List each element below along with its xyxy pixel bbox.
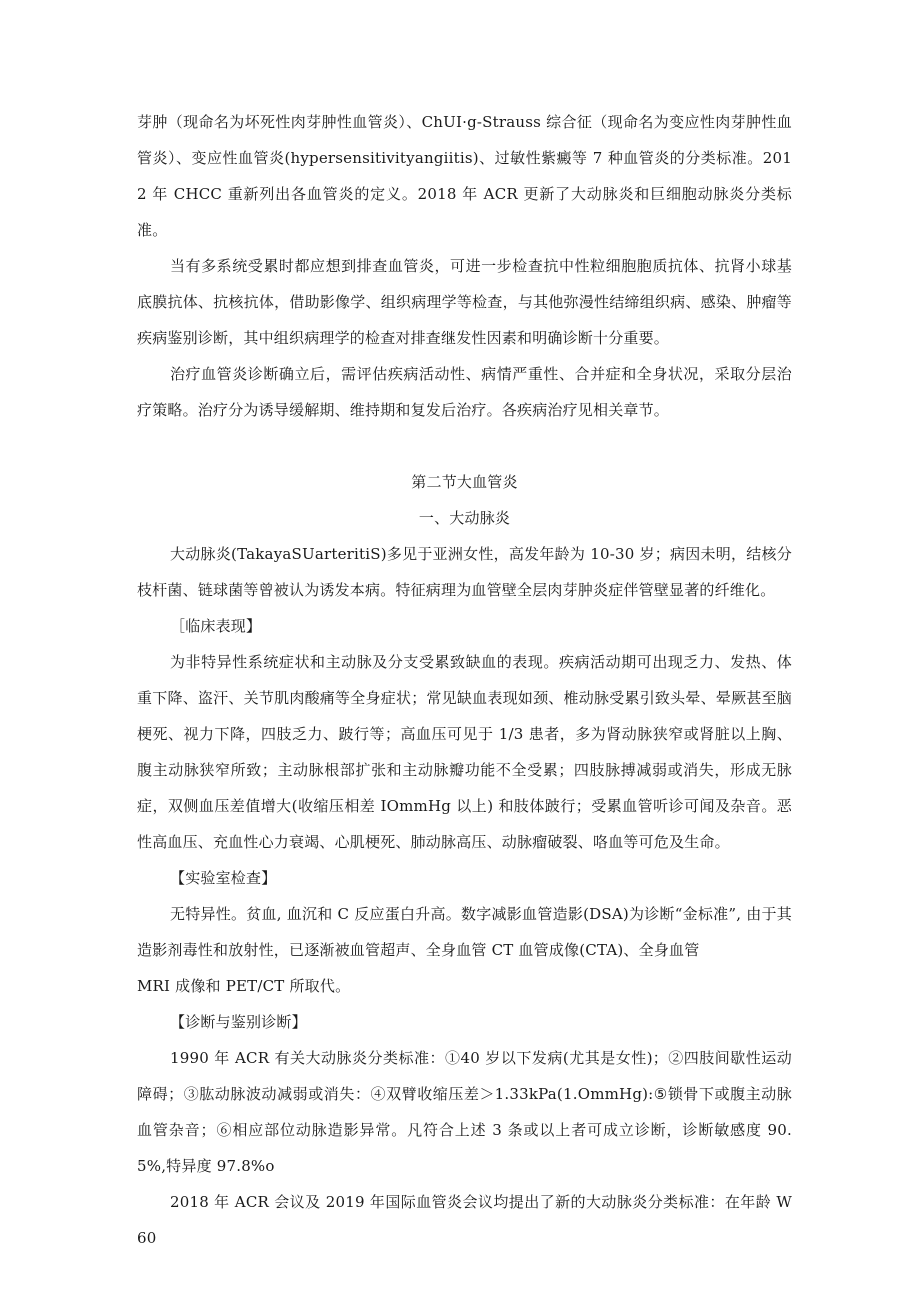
document-body (137, 104, 792, 1256)
paragraph-treatment: 治疗血管炎诊断确立后，需评估疾病活动性、病情严重性、合并症和全身状况，采取分层治疗策略。治疗分为诱导缓解期、维持期和复发后治疗。各疾病治疗见相关章节。 (137, 365, 792, 419)
paragraph-differential-diagnosis: 当有多系统受累时都应想到排查血管炎，可进一步检查抗中性粒细胞胞质抗体、抗肾小球基底膜抗体、抗核抗体，借助影像学、组织病理学等检查，与其他弥漫性结缔组织病、感染、肿瘤等疾病鉴别诊断，其中组织病理学的检查对排查继发性因素和明确诊断十分重要。 (137, 257, 792, 347)
paragraph-lab-tests-tail: MRI 成像和 PET/CT 所取代。 (137, 977, 351, 995)
subsection-title: 一、大动脉炎 (418, 509, 511, 527)
section-title: 第二节大血管炎 (411, 473, 518, 491)
paragraph-clinical-manifestations: 为非特异性系统症状和主动脉及分支受累致缺血的表现。疾病活动期可出现乏力、发热、体重下降、盗汗、关节肌肉酸痛等全身症状；常见缺血表现如颈、椎动脉受累引致头晕、晕厥甚至脑梗死、视力下降，四肢乏力、跛行等；高血压可见于 1/3 患者，多为肾动脉狭窄或肾脏以上胸、腹主动脉狭窄所致；主动脉根部扩张和主动脉瓣功能不全受累；四肢脉搏减弱或消失，形成无脉症，双侧血压差值增大(收缩压相差 IOmmHg 以上) 和肢体跛行；受累血管听诊可闻及杂音。恶性高血压、充血性心力衰竭、心肌梗死、肺动脉高压、动脉瘤破裂、咯血等可危及生命。 (137, 653, 792, 851)
heading-clinical-manifestations: ［临床表现】 (170, 617, 262, 635)
paragraph-lab-tests: 无特异性。贫血, 血沉和 C 反应蛋白升高。数字减影血管造影(DSA)为诊断“金标准”, 由于其造影剂毒性和放射性，已逐渐被血管超声、全身血管 CT 血管成像(CTA)、全身血管 (137, 905, 792, 959)
heading-diagnosis: 【诊断与鉴别诊断】 (170, 1013, 307, 1031)
paragraph-acr-1990-criteria: 1990 年 ACR 有关大动脉炎分类标准：①40 岁以下发病(尤其是女性)；②四肢间歇性运动障碍；③肱动脉波动减弱或消失：④双臂收缩压差＞1.33kPa(1.OmmHg):⑤锁骨下或腹主动脉血管杂音；⑥相应部位动脉造影异常。凡符合上述 3 条或以上者可成立诊断，诊断敏感度 90.5%,特异度 97.8%o (137, 1049, 792, 1175)
paragraph-intro: 大动脉炎(TakayaSUarteritiS)多见于亚洲女性，高发年龄为 10-30 岁；病因未明，结核分枝杆菌、链球菌等曾被认为诱发本病。特征病理为血管壁全层肉芽肿炎症伴管壁显著的纤维化。 (137, 545, 792, 599)
paragraph-acr-2018-criteria: 2018 年 ACR 会议及 2019 年国际血管炎会议均提出了新的大动脉炎分类标准：在年龄 W60 (137, 1193, 792, 1247)
heading-lab-tests: 【实验室检查】 (170, 869, 277, 887)
paragraph-classification-history: 芽肿（现命名为坏死性肉芽肿性血管炎）、ChUI·g-Strauss 综合征（现命名为变应性肉芽肿性血管炎）、变应性血管炎(hypersensitivityangiitis)、过敏性紫癜等 7 种血管炎的分类标准。2012 年 CHCC 重新列出各血管炎的定义。2018 年 ACR 更新了大动脉炎和巨细胞动脉炎分类标准。 (137, 113, 792, 239)
